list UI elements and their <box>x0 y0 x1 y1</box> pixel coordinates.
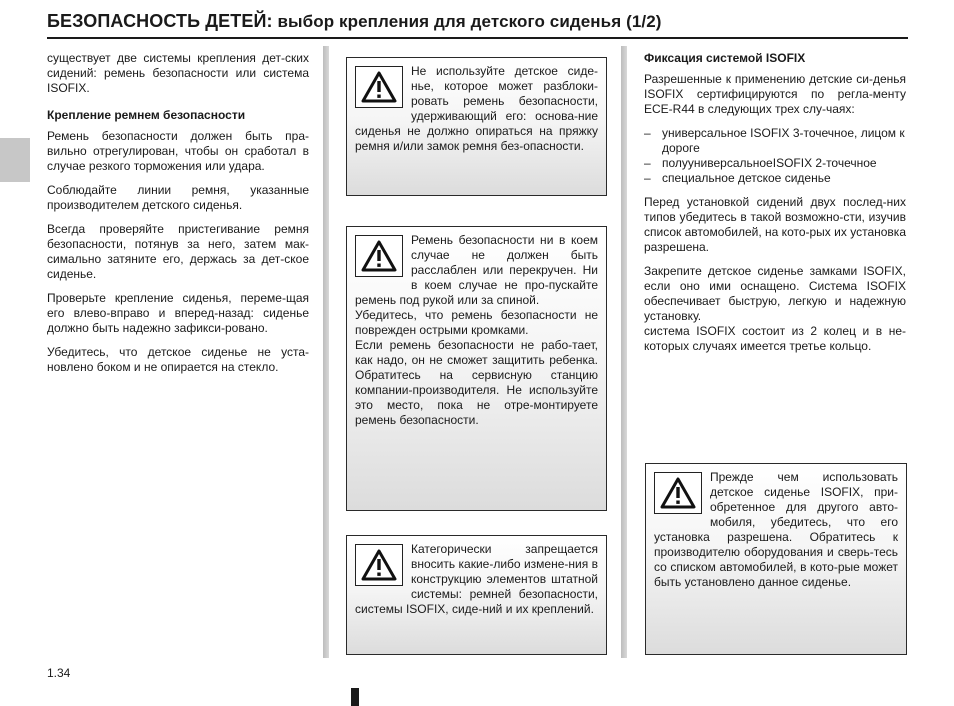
isofix-list <box>644 126 906 186</box>
warning-text-buckle: Не используйте детское сиде-нье, которое может разблоки-ровать ремень безопасности, удерживающий его: основа-ние сиденья не должно опираться на пряжку ремня и/или замок ремня без-опасности. <box>355 64 598 153</box>
page-title-main: БЕЗОПАСНОСТЬ ДЕТЕЙ: <box>47 11 273 31</box>
warning-text-isofix: Прежде чем использовать детское сиденье ISOFIX, при-обретенное для другого авто-мобиля, убедитесь, что его установка разрешена. Обратитесь к производителю оборудования и сверь-тесь со списком автомобилей, в кото-рые может быть установлено данное сиденье. <box>654 470 898 589</box>
column-separator-2 <box>621 46 627 658</box>
warning-text-modifications: Категорически запрещается вносить какие-либо измене-ния в конструкцию элементов штатной системы: ремней безопасности, системы ISOFIX, сиде-ний и их креплений. <box>355 542 598 616</box>
warning-text-belt-2: Убедитесь, что ремень безопасности не поврежден острыми кромками. <box>355 308 598 337</box>
warning-triangle-icon <box>355 235 403 277</box>
column-left <box>47 51 309 384</box>
page-title-sub: выбор крепления для детского сиденья (1/2) <box>272 12 662 31</box>
belt-paragraph-2: Соблюдайте линии ремня, указанные производителем детского сиденья. <box>47 183 309 212</box>
warning-text-belt-1: Ремень безопасности ни в коем случае не должен быть расслаблен или перекручен. Ни в коем случае не про-пускайте ремень под рукой или за спиной. <box>355 233 598 307</box>
belt-paragraph-3: Всегда проверяйте пристегивание ремня безопасности, потянув за него, затем мак-симально затяните его, держась за дет-ское сиденье. <box>47 222 309 281</box>
isofix-paragraph-1: Разрешенные к применению детские си-денья ISOFIX сертифицируются по регла-менту ECE-R44 в следующих трех слу-чаях: <box>644 72 906 116</box>
chapter-tab <box>0 138 30 182</box>
warning-box-buckle <box>346 57 607 196</box>
warning-box-modifications <box>346 535 607 655</box>
belt-heading: Крепление ремнем безопасности <box>47 108 246 122</box>
title-divider <box>47 37 908 39</box>
list-item: – универсальное ISOFIX 3-точечное, лицом к дороге <box>644 126 906 156</box>
column-separator-1 <box>323 46 329 658</box>
list-item: – специальное детское сиденье <box>644 171 906 186</box>
belt-paragraph-4: Проверьте крепление сиденья, переме-щая его влево-вправо и вперед-назад: сиденье должно быть надежно зафикси-ровано. <box>47 291 309 335</box>
belt-paragraph-1: Ремень безопасности должен быть пра-вильно отрегулирован, чтобы он сработал в случае резкого торможения или удара. <box>47 129 309 173</box>
isofix-paragraph-3: Закрепите детское сиденье замками ISOFIX, если оно ими оснащено. Система ISOFIX обеспечивает быструю, легкую и надежную установку. <box>644 264 906 323</box>
warning-box-isofix <box>645 463 907 655</box>
belt-paragraph-5: Убедитесь, что детское сиденье не уста-новлено боком и не опирается на стекло. <box>47 345 309 374</box>
print-mark <box>351 688 359 706</box>
isofix-paragraph-2: Перед установкой сидений двух послед-них типов убедитесь в такой возможно-сти, изучив список автомобилей, на кото-рых их установка разрешена. <box>644 195 906 254</box>
warning-text-belt-3: Если ремень безопасности не рабо-тает, как надо, он не сможет защитить ребенка. Обратитесь на сервисную станцию компании-производителя. Не используйте это место, пока не отре-монтируете ремень безопасности. <box>355 338 598 427</box>
isofix-heading: Фиксация системой ISOFIX <box>644 51 806 65</box>
page-number: 1.34 <box>47 666 71 680</box>
warning-box-belt <box>346 226 607 511</box>
warning-triangle-icon <box>355 544 403 586</box>
list-item: – полууниверсальноеISOFIX 2-точечное <box>644 156 906 171</box>
warning-triangle-icon <box>654 472 702 514</box>
page-title <box>47 11 927 32</box>
column-right <box>644 51 906 363</box>
isofix-paragraph-4: система ISOFIX состоит из 2 колец и в не-которых случаях имеется третье кольцо. <box>644 324 906 353</box>
warning-triangle-icon <box>355 66 403 108</box>
intro-text: существует две системы крепления дет-ских сидений: ремень безопасности или система ISOFIX. <box>47 51 309 95</box>
